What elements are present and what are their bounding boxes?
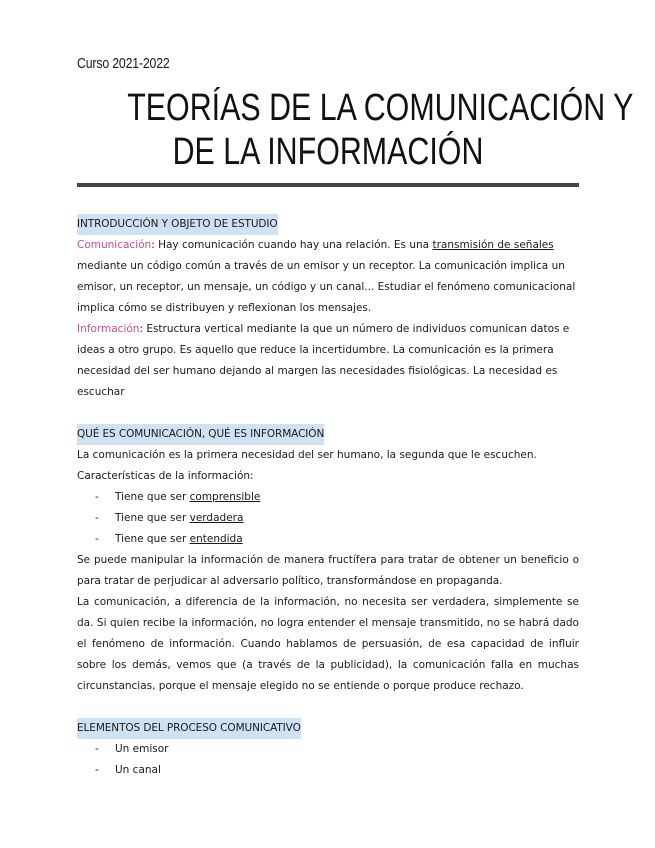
section-heading-elementos: ELEMENTOS DEL PROCESO COMUNICATIVO (77, 718, 301, 739)
term-informacion: Información (77, 323, 140, 335)
spacer (77, 403, 579, 424)
bullet-dash: - (95, 743, 99, 755)
bullet-text: Un canal (115, 764, 161, 776)
bullet-underlined-word: verdadera (189, 512, 244, 524)
list-item (77, 508, 579, 529)
term-comunicacion: Comunicación (77, 239, 152, 251)
bullet-prefix: Tiene que ser (115, 533, 190, 545)
bullet-underlined-word: comprensible (189, 491, 261, 503)
section-heading-intro: INTRODUCCIÓN Y OBJETO DE ESTUDIO (77, 214, 278, 235)
paragraph-informacion (77, 319, 579, 403)
list-item (77, 529, 579, 550)
paragraph-necesidad: La comunicación es la primera necesidad del ser humano, la segunda que le escuchen. (77, 449, 537, 461)
paragraph-caracteristicas: Características de la información: (77, 470, 254, 482)
list-item (77, 739, 579, 760)
list-item (77, 487, 579, 508)
section-heading-que-es: QUÉ ES COMUNICACIÓN, QUÉ ES INFORMACIÓN (77, 424, 324, 445)
comunicacion-text-2: mediante un código común a través de un emisor y un receptor. La comunicación implica un emisor, un receptor, un mensaje, un código y un canal... Estudiar el fenómeno comunicacional implica cómo se distribuyen y reflexionan los mensajes. (77, 260, 576, 314)
informacion-text: : Estructura vertical mediante la que un número de individuos comunican datos e ideas a otro grupo. Es aquello que reduce la incertidumbre. La comunicación es la primera necesidad del ser humano dejando al margen las necesidades fisiológicas. La necesidad es escuchar (77, 323, 570, 398)
bullet-prefix: Tiene que ser (115, 491, 190, 503)
bullet-dash: - (95, 491, 99, 503)
bullet-dash: - (95, 512, 99, 524)
bullet-prefix: Tiene que ser (115, 512, 190, 524)
bullet-dash: - (95, 764, 99, 776)
title-line-1: TEORÍAS DE LA COMUNICACIÓN Y (127, 87, 634, 129)
document-body (77, 214, 579, 781)
title-divider (77, 183, 579, 187)
spacer (77, 697, 579, 718)
bullet-text: Un emisor (115, 743, 169, 755)
bullet-underlined-word: entendida (189, 533, 243, 545)
list-item (77, 760, 579, 781)
comunicacion-text-1: : Hay comunicación cuando hay una relación. Es una (151, 239, 433, 251)
course-label: Curso 2021-2022 (77, 55, 170, 72)
paragraph-diferencia: La comunicación, a diferencia de la información, no necesita ser verdadera, simplemente se da. Si quien recibe la información, no logra entender el mensaje transmitido, no se habrá dado el fenómeno de información. Cuando hablamos de persuasión, de esa capacidad de influir sobre los demás, vemos que (a través de la publicidad), la comunicación falla en muchas circunstancias, porque el mensaje elegido no se entiende o porque produce rechazo. (77, 596, 579, 692)
paragraph-comunicacion (77, 235, 579, 319)
paragraph-manipular: Se puede manipular la información de manera fructífera para tratar de obtener un beneficio o para tratar de perjudicar al adversario político, transformándose en propaganda. (77, 554, 579, 587)
title-line-2: DE LA INFORMACIÓN (172, 131, 484, 173)
underlined-transmision: transmisión de señales (432, 239, 554, 251)
document-title (127, 86, 634, 174)
bullet-dash: - (95, 533, 99, 545)
